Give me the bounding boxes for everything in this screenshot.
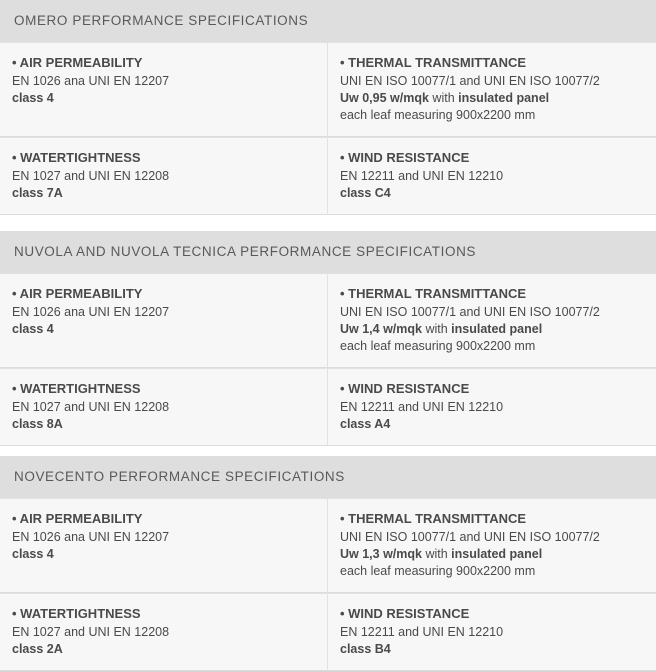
spec-cell-title: • WIND RESISTANCE [340, 150, 470, 165]
spec-cell-standard: EN 12211 and UNI EN 12210 [340, 169, 504, 183]
spec-with-word: with [421, 547, 452, 561]
spec-cell-watertightness [0, 137, 328, 215]
section-divider [0, 446, 656, 456]
spec-cell-standard: EN 12211 and UNI EN 12210 [340, 625, 504, 639]
spec-uw-value: Uw 1,4 w/mqk [340, 322, 422, 336]
spec-cell-note: each leaf measuring 900x2200 mm [340, 564, 536, 578]
spec-cell-class: class 4 [12, 547, 54, 561]
spec-cell-value [340, 546, 644, 563]
spec-cell-note: each leaf measuring 900x2200 mm [340, 108, 536, 122]
spec-cell-standard: UNI EN ISO 10077/1 and UNI EN ISO 10077/2 [340, 305, 600, 319]
spec-with-word: with [421, 322, 452, 336]
spec-cell-title: • THERMAL TRANSMITTANCE [340, 286, 527, 301]
section-divider [0, 215, 656, 231]
spec-cell-title: • WIND RESISTANCE [340, 606, 470, 621]
spec-cell-air-permeability [0, 498, 328, 593]
spec-cell-class: class 4 [12, 322, 54, 336]
spec-cell-wind-resistance [328, 137, 656, 215]
spec-grid-omero [0, 42, 656, 215]
spec-cell-wind-resistance [328, 593, 656, 671]
spec-cell-title: • THERMAL TRANSMITTANCE [340, 511, 527, 526]
spec-cell-standard: EN 1027 and UNI EN 12208 [12, 169, 170, 183]
spec-uw-value: Uw 1,3 w/mqk [340, 547, 422, 561]
spec-cell-standard: EN 1026 ana UNI EN 12207 [12, 530, 170, 544]
spec-cell-title: • AIR PERMEABILITY [12, 55, 143, 70]
spec-grid-novecento [0, 498, 656, 671]
spec-cell-thermal-transmittance [328, 498, 656, 593]
spec-cell-class: class 8A [12, 417, 63, 431]
section-title-nuvola: NUVOLA AND NUVOLA TECNICA PERFORMANCE SPECIFICATIONS [0, 231, 656, 273]
spec-cell-class: class 7A [12, 186, 63, 200]
spec-cell-standard: EN 1026 ana UNI EN 12207 [12, 74, 170, 88]
spec-cell-title: • WATERTIGHTNESS [12, 606, 141, 621]
spec-cell-air-permeability [0, 273, 328, 368]
spec-cell-class: class B4 [340, 642, 391, 656]
spec-panel-type: insulated panel [451, 322, 543, 336]
spec-uw-value: Uw 0,95 w/mqk [340, 91, 429, 105]
spec-cell-watertightness [0, 593, 328, 671]
spec-cell-value [340, 90, 644, 107]
spec-panel-type: insulated panel [458, 91, 550, 105]
spec-cell-title: • WATERTIGHTNESS [12, 381, 141, 396]
spec-with-word: with [428, 91, 459, 105]
spec-cell-class: class A4 [340, 417, 391, 431]
spec-cell-class: class 4 [12, 91, 54, 105]
spec-cell-standard: EN 12211 and UNI EN 12210 [340, 400, 504, 414]
spec-cell-value [340, 321, 644, 338]
spec-cell-standard: EN 1027 and UNI EN 12208 [12, 625, 170, 639]
spec-cell-class: class C4 [340, 186, 391, 200]
section-novecento [0, 456, 656, 671]
spec-cell-thermal-transmittance [328, 273, 656, 368]
spec-cell-note: each leaf measuring 900x2200 mm [340, 339, 536, 353]
spec-cell-air-permeability [0, 42, 328, 137]
spec-cell-title: • WIND RESISTANCE [340, 381, 470, 396]
section-title-omero: OMERO PERFORMANCE SPECIFICATIONS [0, 0, 656, 42]
spec-cell-standard: EN 1026 ana UNI EN 12207 [12, 305, 170, 319]
spec-cell-class: class 2A [12, 642, 63, 656]
section-nuvola [0, 231, 656, 446]
spec-cell-thermal-transmittance [328, 42, 656, 137]
spec-cell-title: • WATERTIGHTNESS [12, 150, 141, 165]
spec-grid-nuvola [0, 273, 656, 446]
spec-cell-wind-resistance [328, 368, 656, 446]
spec-cell-standard: EN 1027 and UNI EN 12208 [12, 400, 170, 414]
spec-cell-watertightness [0, 368, 328, 446]
spec-panel-type: insulated panel [451, 547, 543, 561]
spec-cell-title: • THERMAL TRANSMITTANCE [340, 55, 527, 70]
spec-cell-standard: UNI EN ISO 10077/1 and UNI EN ISO 10077/2 [340, 74, 600, 88]
section-omero [0, 0, 656, 215]
spec-cell-standard: UNI EN ISO 10077/1 and UNI EN ISO 10077/2 [340, 530, 600, 544]
section-title-novecento: NOVECENTO PERFORMANCE SPECIFICATIONS [0, 456, 656, 498]
spec-cell-title: • AIR PERMEABILITY [12, 286, 143, 301]
spec-cell-title: • AIR PERMEABILITY [12, 511, 143, 526]
